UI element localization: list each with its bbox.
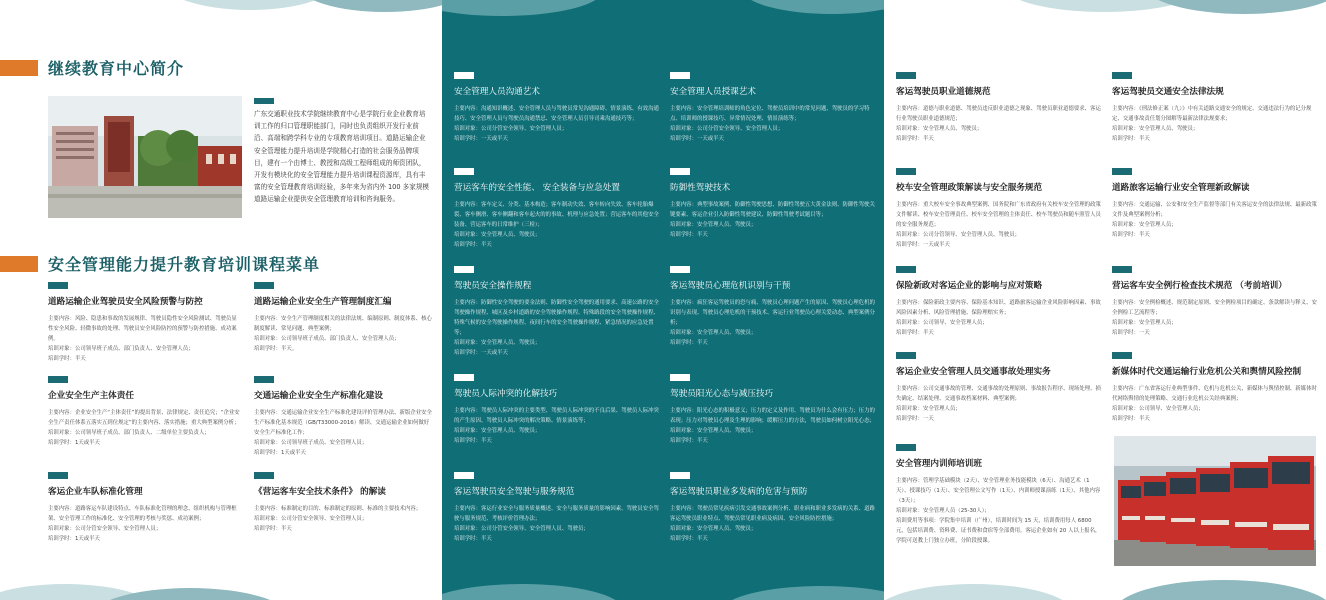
course-target: 培训对象：安全管理人员、驾驶员； bbox=[1112, 126, 1199, 132]
course-description: 主要内容：疯狂客运驾驶员的恐与痛、驾驶员心理问题产生的原因、驾驶员心理危机的识别与表现、驾驶员心理危机的干预技术、客运行业驾驶员心理关爱动态、典型案例分析； bbox=[670, 300, 875, 326]
course-marker bbox=[454, 266, 474, 273]
course-description: 主要内容：风险、隐患和事故的发展规律、驾驶员隐性安全风险测试、驾驶员显性安全风险、轻微事故的处理、驾驶员安全风险防控的预警与防控措施、成功案例。 bbox=[48, 316, 237, 342]
course-target: 培训对象：安全管理人员； bbox=[1112, 222, 1177, 228]
course-hours: 培训学时：半天 bbox=[1112, 416, 1150, 422]
course-item bbox=[670, 266, 876, 348]
course-target: 培训对象：公司领导班子成员、部门负责人、安全管理人员； bbox=[254, 336, 400, 342]
course-title: 驾驶员阳光心态与减压技巧 bbox=[670, 389, 774, 399]
trucks-photo bbox=[1114, 436, 1316, 566]
course-title: 安全管理人员沟通艺术 bbox=[454, 87, 540, 97]
middle-panel bbox=[442, 0, 884, 600]
course-title: 客运驾驶员职业多发病的危害与预防 bbox=[670, 487, 808, 497]
course-item bbox=[454, 72, 664, 144]
course-hours: 培训学时：半天 bbox=[454, 242, 492, 248]
course-marker bbox=[254, 472, 274, 479]
course-description: 主要内容：驾驶员常见疾病引发交通事故案例分析、职业病和职业多发病的关系、道路客运驾驶员职业特点、驾驶员常见职业病及病因、安全风险防控措施； bbox=[670, 506, 875, 522]
trucks-image bbox=[1114, 436, 1316, 566]
decorative-arc bbox=[722, 586, 884, 600]
course-marker bbox=[454, 374, 474, 381]
course-title: 驾驶员安全操作规程 bbox=[454, 281, 532, 291]
course-marker bbox=[670, 168, 690, 175]
course-description: 主要内容：防御性安全驾驶的要金法则、防御性安全驾驶的通用要求、高速公路的安全驾驶操作规程、城区及乡村道路的安全驾驶操作规程、特殊路段的安全驾驶操作规程、特殊气候的安全驾驶操作规程、夜间行车的安全驾驶操作规程、紧急情况的应急处置等； bbox=[454, 300, 659, 336]
course-marker bbox=[896, 352, 916, 359]
course-marker bbox=[48, 376, 68, 383]
course-hours: 培训学时：一天 bbox=[1112, 330, 1150, 336]
course-hours: 培训学时：1天或半天 bbox=[48, 440, 100, 446]
course-hours: 培训学时：半天 bbox=[896, 330, 934, 336]
course-item bbox=[896, 352, 1102, 424]
course-marker bbox=[670, 266, 690, 273]
course-description: 主要内容：客车定义、分类、基本构造；客车制动失效、客车转向失效、客车轮胎爆裂、客车侧滑、客车侧翻和客车起火的的事故、机理与应急处置；营运客车的其他安全装备、营运客车的日常维护（三检）； bbox=[454, 202, 659, 228]
course-marker bbox=[1112, 72, 1132, 79]
course-title: 驾驶员人际冲突的化解技巧 bbox=[454, 389, 558, 399]
course-title: 新媒体时代交通运输行业危机公关和舆情风险控制 bbox=[1112, 367, 1302, 377]
course-hours: 培训学时：半天 bbox=[670, 340, 708, 346]
intro-title: 继续教育中心简介 bbox=[48, 59, 185, 78]
course-item bbox=[454, 374, 664, 446]
decorative-arc bbox=[884, 584, 1074, 600]
course-item bbox=[254, 472, 434, 534]
course-description: 主要内容：客运行业安全与服务质量概述、安全与服务质量的影响因素、驾驶员安全驾驶与服务规范、考核评价管理办法； bbox=[454, 506, 659, 522]
course-marker bbox=[896, 266, 916, 273]
course-hours: 培训学时：半天 bbox=[1112, 232, 1150, 238]
course-description: 主要内容：驾驶员人际冲突的主要类型、驾驶员人际冲突的不良后果、驾驶员人际冲突的产生原因、驾驶员人际冲突的解决策略、情景演练等； bbox=[454, 408, 659, 424]
course-marker bbox=[454, 168, 474, 175]
course-item bbox=[896, 168, 1102, 250]
course-title: 客运企业安全管理人员交通事故处理实务 bbox=[896, 367, 1051, 377]
decorative-arc bbox=[1114, 580, 1326, 600]
campus-photo bbox=[48, 96, 242, 218]
course-title: 保险新政对客运企业的影响与应对策略 bbox=[896, 281, 1043, 291]
course-description: 主要内容：重大校车安全事故典型案例、国务院和广东省政府有关校车安全管理的政策文件解读、校车安全管理责任、校车安全管理的主体责任、校车驾驶员和随车照管人员的安全服务规范； bbox=[896, 202, 1101, 228]
course-hours: 培训学时：半天 bbox=[454, 438, 492, 444]
course-marker bbox=[48, 282, 68, 289]
course-title: 客运驾驶员安全驾驶与服务规范 bbox=[454, 487, 575, 497]
course-item bbox=[670, 374, 876, 446]
course-target: 培训对象：公司分管领导、安全管理人员、驾驶员； bbox=[896, 232, 1020, 238]
course-description: 主要内容：保险新政主要内容、保险基本知识、道路旅客运输企业风险影响因素、事故风险因素分析、风险管理措施、保险理赔实务； bbox=[896, 300, 1101, 316]
course-title: 道路运输企业安全生产管理制度汇编 bbox=[254, 297, 392, 307]
course-item bbox=[670, 168, 876, 240]
course-target: 培训对象：安全管理人员、驾驶员； bbox=[670, 330, 757, 336]
course-target: 培训对象：安全管理人员、驾驶员； bbox=[454, 232, 541, 238]
course-hours: 培训学时：半天。 bbox=[254, 346, 298, 352]
decorative-arc bbox=[300, 0, 442, 12]
course-marker bbox=[254, 282, 274, 289]
course-target: 培训对象：公司分管安全领导、安全管理人员； bbox=[454, 126, 568, 132]
course-item bbox=[670, 72, 876, 144]
course-title: 营运客车安全例行检查技术规范 （考前培训） bbox=[1112, 281, 1287, 291]
course-description: 主要内容：公司交通事故的管理、交通事故的处理原则、事故报告程序、现场处理、损失确定、结案处理、交通事故档案材料、典型案例； bbox=[896, 386, 1101, 402]
left-panel bbox=[0, 0, 442, 600]
course-hours: 培训学时：1天或半天 bbox=[48, 536, 100, 542]
course-marker bbox=[670, 72, 690, 79]
course-marker bbox=[896, 444, 916, 451]
course-hours: 培训学时：半天 bbox=[1112, 136, 1150, 142]
course-item bbox=[1112, 168, 1318, 240]
course-hours: 培训学时：半天 bbox=[670, 232, 708, 238]
course-title: 道路运输企业驾驶员安全风险预警与防控 bbox=[48, 297, 203, 307]
course-hours: 培训学时：半天 bbox=[670, 536, 708, 542]
course-description: 主要内容：广东省客运行业典型事件、危机与危机公关、新媒体与舆情控制、新媒体时代网络舆情的处理策略、交通行业危机公关经典案例； bbox=[1112, 386, 1317, 402]
course-marker bbox=[1112, 266, 1132, 273]
course-item bbox=[454, 472, 664, 544]
course-target: 培训对象：公司领导班子成员、部门负责人、安全管理人员； bbox=[48, 346, 194, 352]
heading-accent-bar bbox=[0, 256, 38, 272]
course-marker bbox=[454, 72, 474, 79]
course-title: 客运驾驶员职业道德规范 bbox=[896, 87, 991, 97]
course-description: 主要内容：企业安全生产“主体责任”的提出背景、法律规定、责任追究；“企业安全生产责任体系五落实五到位规定”的主要内容、落实措施；重大典型案例分析； bbox=[48, 410, 240, 426]
menu-title: 安全管理能力提升教育培训课程菜单 bbox=[48, 255, 321, 274]
heading-accent-bar bbox=[0, 60, 38, 76]
course-description: 主要内容：道路客运车队建设特点、车队标准化管理的理念、组织机构与管理框架、安全管理工作的标准化、安全管理的考核与奖惩、成功案例； bbox=[48, 506, 237, 522]
course-hours: 培训学时：半天 bbox=[254, 526, 292, 532]
course-title: 企业安全生产主体责任 bbox=[48, 391, 134, 401]
course-target: 培训对象：公司分管安全领导、安全管理人员、驾驶员； bbox=[454, 526, 589, 532]
decorative-arc bbox=[442, 584, 622, 600]
course-target: 培训对象：安全管理人员； bbox=[896, 406, 961, 412]
course-description: 主要内容：阳光心态的积极意义；压力的定义及作用、驾驶员为什么会有压力；压力的表现；压力对驾驶员心理及生理的影响；缓解压力的方法，驾驶员如何树立阳光心态； bbox=[670, 408, 875, 424]
course-marker bbox=[1112, 168, 1132, 175]
course-hours: 培训学时：1天或半天 bbox=[254, 450, 306, 456]
course-title: 客运驾驶员心理危机识别与干预 bbox=[670, 281, 791, 291]
course-target: 培训对象：公司分管安全领导、安全管理人员； bbox=[48, 526, 162, 532]
course-target: 培训对象：公司领导班子成员、安全管理人员； bbox=[254, 440, 368, 446]
course-marker bbox=[670, 374, 690, 381]
course-title: 安全管理内训师培训班 bbox=[896, 459, 982, 469]
course-description: 主要内容：道德与职业道德、驾驶员违反职业道德之现象、驾驶员职业道德要求、客运行业驾驶员职业道德规范； bbox=[896, 106, 1101, 122]
course-target: 培训对象：公司领导、安全管理人员； bbox=[896, 320, 988, 326]
course-target: 培训对象：安全管理人员（25-30人）； bbox=[896, 508, 990, 514]
course-item bbox=[1112, 72, 1318, 144]
course-item bbox=[48, 376, 240, 448]
course-description: 主要内容：安全管理培训师的角色定位、驾驶员培训中的常见问题、驾驶员的学习特点、培训师的授课技巧、异常情况处理、情景演练等； bbox=[670, 106, 870, 122]
course-description: 主要内容：管理学基础模块（2天）、安全管理业务技能模块（6天）、沟通艺术（1天）、授课技巧（1天）、安全管理公文写作（1天）、内训师授课演练（1天）、其他内容（3天）； bbox=[896, 478, 1101, 504]
course-hours: 培训学时：半天 bbox=[454, 536, 492, 542]
course-item bbox=[254, 376, 434, 458]
course-description: 主要内容：安全例检概述、规范制定原则、安全例检项目的确定、条款解读与释义、安全例检工艺流程等； bbox=[1112, 300, 1317, 316]
course-hours: 培训学时：半天 bbox=[896, 136, 934, 142]
course-item bbox=[48, 472, 240, 544]
course-marker bbox=[48, 472, 68, 479]
course-description: 主要内容：《刑法修正案（九）》中有关道路交通安全的规定、交通违法行为的记分规定、交通事故责任划分图解等最新法律法规要求； bbox=[1112, 106, 1312, 122]
intro-marker bbox=[254, 98, 274, 104]
course-item bbox=[454, 168, 664, 250]
course-hours: 培训学时：一天或半天 bbox=[454, 350, 508, 356]
course-title: 客运驾驶员交通安全法律法规 bbox=[1112, 87, 1224, 97]
course-description: 主要内容：交通运输、公安和安全生产监督等部门有关客运安全的法律法规、最新政策文件及典型案例分析； bbox=[1112, 202, 1317, 218]
course-description: 主要内容：交通运输企业安全生产标准化建设评价管理办法、新版企业安全生产标准化基本规范（GB/T33000-2016）解读、交通运输企业如何做好安全生产标准化工作； bbox=[254, 410, 432, 436]
intro-heading bbox=[0, 56, 184, 79]
menu-heading bbox=[0, 252, 320, 275]
course-item bbox=[670, 472, 876, 544]
course-hours: 培训学时：半天 bbox=[48, 356, 86, 362]
course-target: 培训对象：安全管理人员； bbox=[1112, 320, 1177, 326]
course-title: 安全管理人员授课艺术 bbox=[670, 87, 756, 97]
course-item bbox=[896, 444, 1102, 546]
course-hours: 培训学时：一天或半天 bbox=[670, 136, 724, 142]
course-title: 防御性驾驶技术 bbox=[670, 183, 731, 193]
course-title: 营运客车的安全性能、 安全装备与应急处置 bbox=[454, 183, 621, 193]
course-title: 交通运输企业安全生产标准化建设 bbox=[254, 391, 383, 401]
course-marker bbox=[896, 168, 916, 175]
decorative-arc bbox=[160, 0, 340, 10]
course-title: 客运企业车队标准化管理 bbox=[48, 487, 143, 497]
course-marker bbox=[254, 376, 274, 383]
course-item bbox=[254, 282, 434, 354]
course-target: 培训对象：安全管理人员、驾驶员； bbox=[670, 526, 757, 532]
course-target: 培训对象：公司分管安全领导、安全管理人员； bbox=[254, 516, 368, 522]
course-marker bbox=[454, 472, 474, 479]
course-title: 《营运客车安全技术条件》 的解读 bbox=[254, 487, 386, 497]
course-item bbox=[896, 266, 1102, 338]
course-item bbox=[1112, 352, 1318, 424]
course-hours: 培训学时：一天或半天 bbox=[454, 136, 508, 142]
course-hours: 培训学时：一天 bbox=[896, 416, 934, 422]
course-target: 培训对象：公司领导班子成员、部门负责人、二级单位主要负责人； bbox=[48, 430, 210, 436]
decorative-arc bbox=[442, 0, 602, 16]
decorative-arc bbox=[742, 0, 884, 14]
course-target: 培训对象：安全管理人员、驾驶员； bbox=[896, 126, 983, 132]
course-description: 主要内容：典型事故案例、防御性驾驶思想、防御性驾驶五大黄金法则、防御性驾驶关键要素、客运企业引入防御性驾驶建议、防御性驾驶考试题目等； bbox=[670, 202, 875, 218]
course-target: 培训对象：安全管理人员、驾驶员； bbox=[670, 222, 757, 228]
course-target: 培训对象：安全管理人员、驾驶员； bbox=[454, 340, 541, 346]
course-target: 培训对象：安全管理人员、驾驶员； bbox=[454, 428, 541, 434]
course-title: 道路旅客运输行业安全管理新政解读 bbox=[1112, 183, 1250, 193]
course-hours: 培训学时：半天 bbox=[670, 438, 708, 444]
course-hours: 培训费用等事项：学院集中培训（广州），培训时间为 15 天，培训费用每人 6800 元，包括培训费、资料费、证书费和食宿等全部费用。客运企业如有 20 人以上报名，学院可送教上门独立办班，分阶段授课。 bbox=[896, 518, 1101, 544]
decorative-arc bbox=[1144, 0, 1326, 14]
course-marker bbox=[896, 72, 916, 79]
course-item bbox=[1112, 266, 1318, 338]
course-hours: 培训学时：一天或半天 bbox=[896, 242, 950, 248]
course-item bbox=[896, 72, 1102, 144]
intro-paragraph: 广东交通职业技术学院继续教育中心是学院行业企业教育培训工作的归口管理职能部门，同时也负责组织开发行业前沿、高端和跨学科专业的专项教育培训项目。道路运输企业安全管理能力提升培训是学院精心打造的社会服务品牌项目，建有一个由博士、教授和高级工程师组成的师资团队，开发有模块化的安全管理能力提升培训课程资源库，具有丰富的安全管理教育培训经验，多年来为省内外 100 多家规模道路运输企业提供安全管理教育培训和咨询服务。 bbox=[254, 110, 430, 204]
course-target: 培训对象：公司领导、安全管理人员； bbox=[1112, 406, 1204, 412]
campus-image bbox=[48, 96, 242, 218]
course-item bbox=[454, 266, 664, 358]
course-item bbox=[48, 282, 240, 364]
course-marker bbox=[670, 472, 690, 479]
course-target: 培训对象：公司分管安全领导、安全管理人员； bbox=[670, 126, 784, 132]
course-target: 培训对象：安全管理人员、驾驶员； bbox=[670, 428, 757, 434]
course-description: 主要内容：安全生产管理制度相关的法律法规、编制原则、制度体系、核心制度解读、常见问题、典型案例； bbox=[254, 316, 432, 332]
course-title: 校车安全管理政策解读与安全服务规范 bbox=[896, 183, 1043, 193]
course-marker bbox=[1112, 352, 1132, 359]
course-description: 主要内容：沟通知识概述、安全管理人员与驾驶员常见沟通障碍、情景演练、有效沟通技巧、安全管理人员与驾驶员沟通禁忌、安全管理人员引导司乘沟通技巧等； bbox=[454, 106, 659, 122]
course-description: 主要内容：标准制定的目的、标准制定的原则、标准的主要技术内容； bbox=[254, 506, 422, 512]
